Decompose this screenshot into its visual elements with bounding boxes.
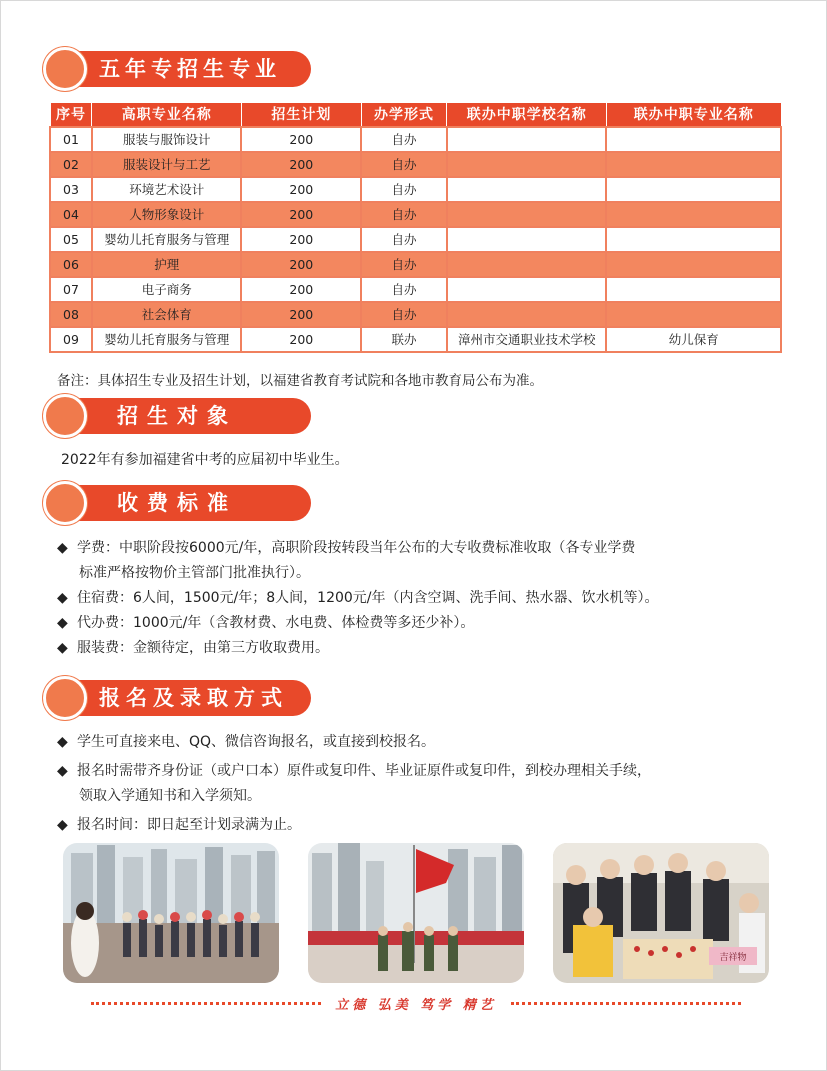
col-header-no: 序号 [50,103,92,127]
cell-partner-school [447,202,607,227]
cell-partner-major: 幼儿保育 [606,327,781,352]
cell-partner-major [606,177,781,202]
list-item: ◆ 代办费：1000元/年（含教材费、水电费、体检费等多还少补）。 [57,611,787,636]
list-item: ◆ 报名时间：即日起至计划录满为止。 [57,813,787,838]
diamond-bullet-icon: ◆ [57,590,68,606]
cell-partner-major [606,152,781,177]
cell-partner-school [447,227,607,252]
cell-no: 04 [50,202,92,227]
cell-no: 09 [50,327,92,352]
col-header-mode: 办学形式 [361,103,447,127]
table-row [50,327,781,352]
header-circle-decoration [43,47,87,91]
photo-flag-raising [308,843,524,983]
header-circle-decoration [43,676,87,720]
cell-partner-major [606,127,781,152]
cell-major: 婴幼儿托育服务与管理 [92,327,242,352]
list-item: ◆ 学费：中职阶段按6000元/年，高职阶段按转段当年公布的大专收费标准收取（各专业学费 [57,536,787,561]
col-header-plan: 招生计划 [241,103,361,127]
enroll-list [57,730,787,838]
diamond-bullet-icon: ◆ [57,734,68,750]
col-header-partner-school: 联办中职学校名称 [447,103,607,127]
list-item: ◆ 住宿费：6人间，1500元/年；8人间，1200元/年（内含空调、洗手间、热水器、饮水机等）。 [57,586,787,611]
section-title-fees: 收费标准 [73,485,311,521]
photo-chess-club [553,843,769,983]
cell-plan: 200 [241,177,361,202]
list-item: ◆ 学生可直接来电、QQ、微信咨询报名，或直接到校报名。 [57,730,787,755]
cell-major: 环境艺术设计 [92,177,242,202]
photo-campus-activity-illustration [63,843,279,983]
cell-partner-school [447,252,607,277]
header-circle-decoration [43,394,87,438]
cell-partner-school [447,277,607,302]
sign-text: 吉祥物 [719,953,747,963]
table-row [50,277,781,302]
diamond-bullet-icon: ◆ [57,763,68,779]
col-header-partner-major: 联办中职专业名称 [606,103,781,127]
table-row [50,152,781,177]
table-row [50,177,781,202]
list-item-continued: 标准严格按物价主管部门批准执行）。 [79,565,310,581]
cell-partner-school: 漳州市交通职业技术学校 [447,327,607,352]
photo-flag-raising-illustration [308,843,524,983]
cell-no: 05 [50,227,92,252]
footer-motto: 立德 弘美 笃学 精艺 [335,998,497,1013]
table-row [50,227,781,252]
cell-partner-major [606,202,781,227]
cell-partner-school [447,152,607,177]
cell-major: 人物形象设计 [92,202,242,227]
table-note: 备注：具体招生专业及招生计划，以福建省教育考试院和各地市教育局公布为准。 [57,373,543,389]
cell-mode: 自办 [361,152,447,177]
majors-table [49,102,782,353]
table-header-row [50,103,781,127]
diamond-bullet-icon: ◆ [57,615,68,631]
cell-major: 服装与服饰设计 [92,127,242,152]
cell-plan: 200 [241,227,361,252]
cell-mode: 自办 [361,277,447,302]
cell-partner-major [606,252,781,277]
cell-no: 08 [50,302,92,327]
cell-major: 服装设计与工艺 [92,152,242,177]
table-row [50,202,781,227]
diamond-bullet-icon: ◆ [57,640,68,656]
list-item-continued: 领取入学通知书和入学须知。 [79,788,261,804]
cell-no: 01 [50,127,92,152]
cell-mode: 自办 [361,252,447,277]
table-row [50,252,781,277]
cell-major: 电子商务 [92,277,242,302]
footer-dotted-line-right [511,1002,741,1005]
cell-partner-school [447,177,607,202]
photo-chess-club-illustration [553,843,769,983]
cell-no: 03 [50,177,92,202]
table-row [50,302,781,327]
cell-mode: 自办 [361,127,447,152]
diamond-bullet-icon: ◆ [57,817,68,833]
cell-mode: 联办 [361,327,447,352]
cell-partner-major [606,277,781,302]
cell-major: 婴幼儿托育服务与管理 [92,227,242,252]
section-title-enroll: 报名及录取方式 [73,680,311,716]
footer-dotted-line-left [91,1002,321,1005]
cell-mode: 自办 [361,302,447,327]
diamond-bullet-icon: ◆ [57,540,68,556]
cell-no: 07 [50,277,92,302]
target-text: 2022年有参加福建省中考的应届初中毕业生。 [61,452,349,468]
cell-mode: 自办 [361,227,447,252]
cell-major: 护理 [92,252,242,277]
photo-campus-activity [63,843,279,983]
cell-plan: 200 [241,277,361,302]
cell-partner-major [606,227,781,252]
section-title-target: 招生对象 [73,398,311,434]
cell-plan: 200 [241,327,361,352]
col-header-major: 高职专业名称 [92,103,242,127]
cell-partner-major [606,302,781,327]
cell-partner-school [447,127,607,152]
cell-no: 06 [50,252,92,277]
cell-no: 02 [50,152,92,177]
cell-plan: 200 [241,252,361,277]
table-row [50,127,781,152]
list-item: ◆ 报名时需带齐身份证（或户口本）原件或复印件、毕业证原件或复印件，到校办理相关手续， [57,759,787,784]
cell-plan: 200 [241,127,361,152]
cell-plan: 200 [241,202,361,227]
list-item: ◆ 服装费：金额待定，由第三方收取费用。 [57,636,787,661]
cell-major: 社会体育 [92,302,242,327]
section-title-majors: 五年专招生专业 [73,51,311,87]
cell-plan: 200 [241,152,361,177]
cell-mode: 自办 [361,177,447,202]
fees-list [57,536,787,661]
cell-mode: 自办 [361,202,447,227]
cell-plan: 200 [241,302,361,327]
cell-partner-school [447,302,607,327]
header-circle-decoration [43,481,87,525]
